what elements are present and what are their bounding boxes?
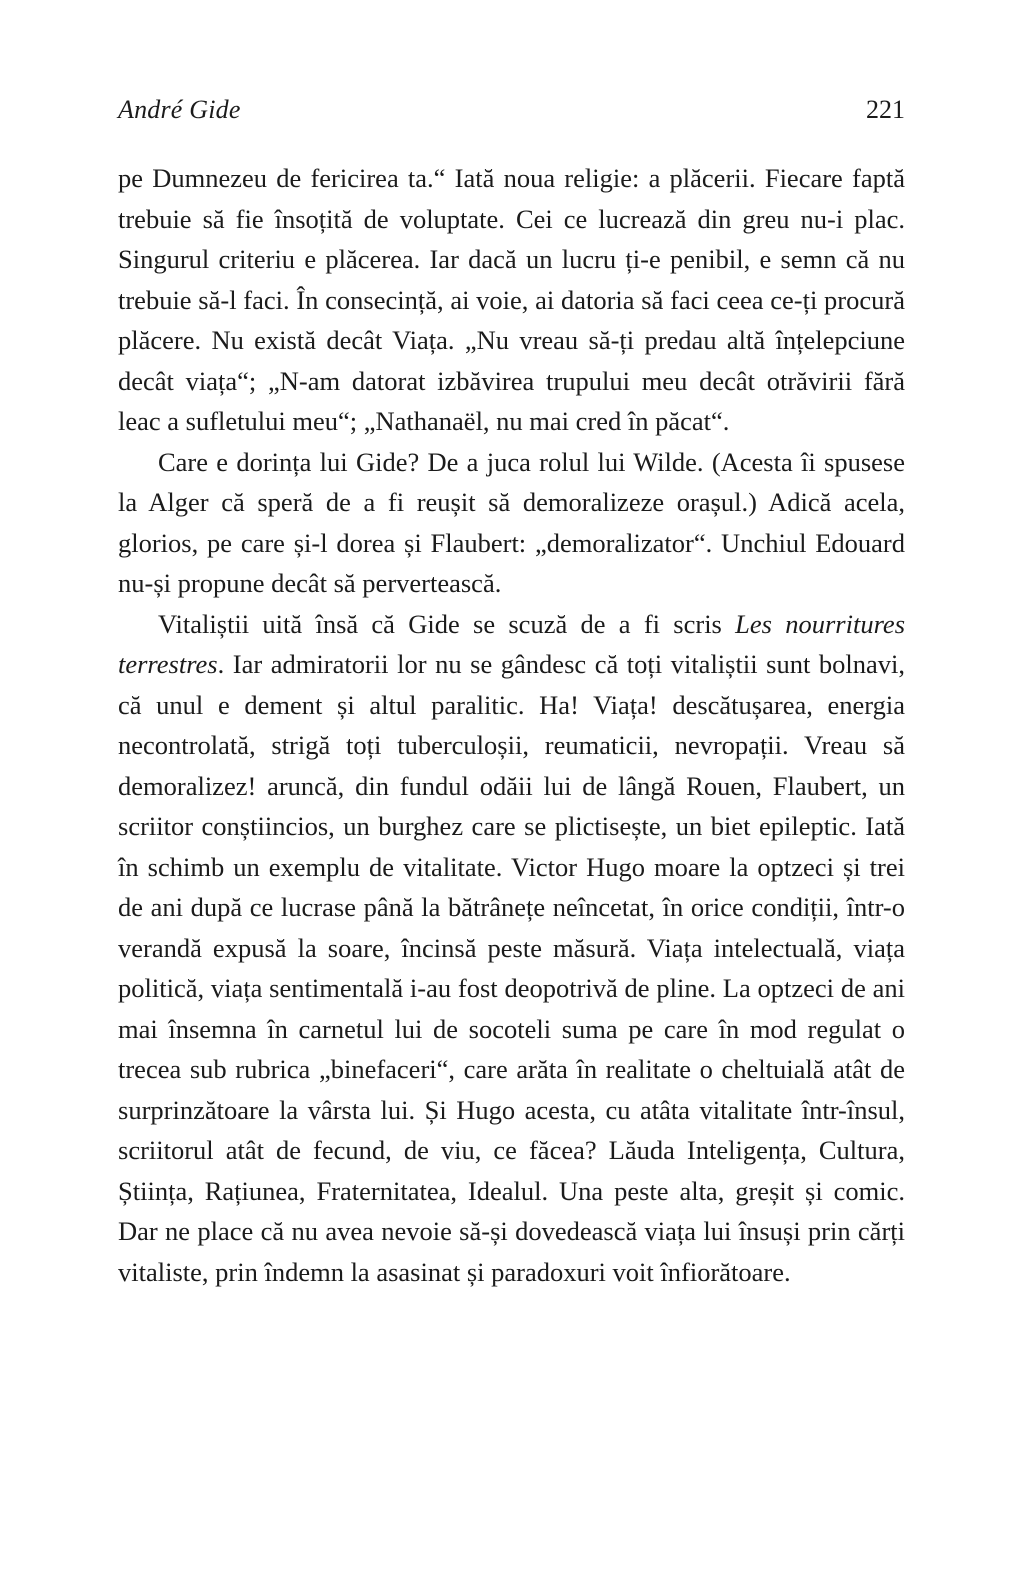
page-number: 221 — [866, 95, 905, 124]
running-header-author: André Gide — [118, 95, 241, 124]
italic-book-title: Les nourritures terrestres — [118, 608, 906, 680]
body-text — [118, 158, 905, 1292]
text-run: . Iar admiratorii lor nu se gândesc că toți vitaliștii sunt bolnavi, că unul e dement și altul paralitic. Ha! Viața! descătușarea, energia necontrolată, strigă toți tuberculoșii, reumaticii, nevropații. Vreau să demoralizez! aruncă, din fundul odăii lui de lângă Rouen, Flaubert, un scriitor conștiincios, un burghez care se plictisește, un biet epileptic. Iată în schimb un exemplu de vitalitate. Victor Hugo moare la optzeci și trei de ani după ce lucrase până la bătrânețe neîncetat, în orice condiții, într-o verandă expusă la soare, încinsă peste măsură. Viața intelectuală, viața politică, viața sentimentală i-au fost deopotrivă de pline. La optzeci de ani mai însemna în carnetul lui de socoteli suma pe care în mod regulat o trecea sub rubrica „binefaceri“, care arăta în realitate o cheltuială atât de surprinzătoare la vârsta lui. Și Hugo acesta, cu atâta vitalitate într-însul, scriitorul atât de fecund, de viu, ce făcea? Lăuda Inteligența, Cultura, Știința, Rațiunea, Fraternitatea, Idealul. Una peste alta, greșit și comic. Dar ne place că nu avea nevoie să-și dovedească viața lui însuși prin cărți vitaliste, prin îndemn la asasinat și paradoxuri voit înfiorătoare. — [118, 649, 905, 1287]
text-run: Care e dorința lui Gide? De a juca rolul lui Wilde. (Acesta îi spusese la Alger că speră de a fi reușit să demoralizeze orașul.) Adică acela, glorios, pe care și-l dorea și Flaubert: „demoralizator“. Unchiul Edouard nu-și propune decât să pervertească. — [118, 446, 905, 599]
paragraph — [118, 158, 905, 442]
running-header — [118, 94, 905, 125]
text-run: pe Dumnezeu de fericirea ta.“ Iată noua religie: a plăcerii. Fiecare faptă trebuie să fie însoțită de voluptate. Cei ce lucrează din greu nu-i plac. Singurul criteriu e plăcerea. Iar dacă un lucru ți-e penibil, e semn că nu trebuie să-l faci. În consecință, ai voie, ai datoria să faci ceea ce-ți procură plăcere. Nu există decât Viața. „Nu vreau să-ți predau altă înțelepciune decât viața“; „N-am datorat izbăvirea trupului meu decât otrăvirii fără leac a sufletului meu“; „Nathanaël, nu mai cred în păcat“. — [118, 163, 905, 437]
paragraph — [118, 604, 905, 1293]
text-run: Vitaliștii uită însă că Gide se scuză de a fi scris — [158, 608, 736, 639]
paragraph — [118, 442, 905, 604]
